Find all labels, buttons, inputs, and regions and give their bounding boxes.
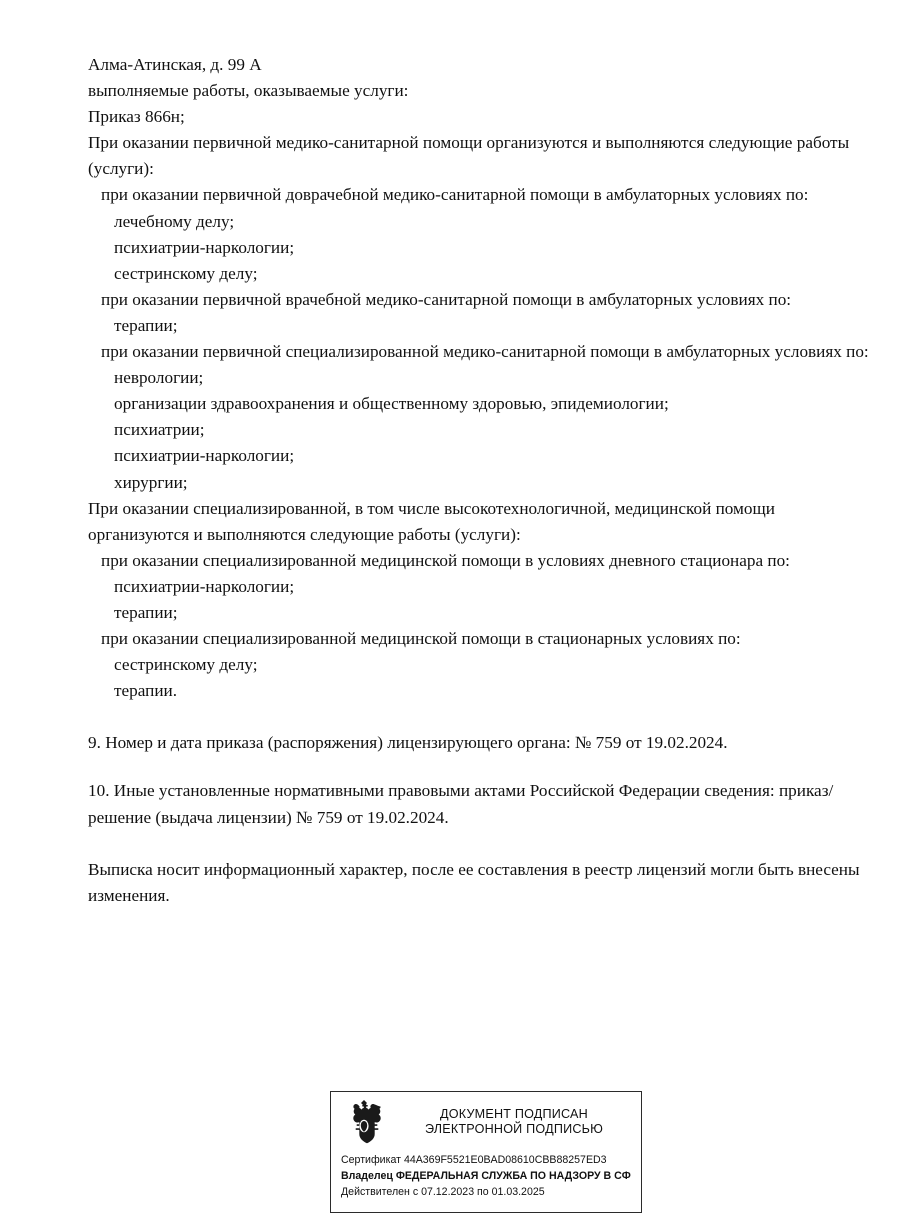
paragraph-note: Выписка носит информационный характер, после ее составления в реестр лицензий могли быть внесены изменения. xyxy=(88,859,860,905)
license-services-list xyxy=(88,52,872,704)
stamp-header xyxy=(331,1092,641,1148)
spacer xyxy=(88,831,872,857)
paragraph-10: 10. Иные установленные нормативными правовыми актами Российской Федерации сведения: приказ/решение (выдача лицензии) № 759 от 19.02.2024. xyxy=(88,781,834,827)
document-line: при оказании первичной специализированной медико-санитарной помощи в амбулаторных условиях по: xyxy=(101,342,869,362)
document-line: психиатрии-наркологии; xyxy=(114,576,295,596)
stamp-title-line-2: ЭЛЕКТРОННОЙ ПОДПИСЬЮ xyxy=(424,1122,604,1136)
spacer xyxy=(88,704,872,730)
document-line: терапии. xyxy=(114,681,178,701)
document-line: Алма-Атинская, д. 99 А xyxy=(88,55,262,74)
document-line: хирургии; xyxy=(114,472,188,492)
document-line: терапии; xyxy=(114,315,178,335)
document-line: лечебному делу; xyxy=(114,211,235,231)
document-line: выполняемые работы, оказываемые услуги: xyxy=(88,81,409,101)
document-line: при оказании специализированной медицинской помощи в стационарных условиях по: xyxy=(101,629,741,649)
stamp-certificate-label: Сертификат xyxy=(341,1154,404,1166)
stamp-validity-value: 07.12.2023 по 01.03.2025 xyxy=(421,1186,545,1198)
document-line: Приказ 866н; xyxy=(88,107,185,127)
paragraph-9: 9. Номер и дата приказа (распоряжения) лицензирующего органа: № 759 от 19.02.2024. xyxy=(88,733,728,753)
stamp-title-line-1: ДОКУМЕНТ ПОДПИСАН xyxy=(440,1106,588,1121)
document-line: сестринскому делу; xyxy=(114,655,258,675)
document-line: организации здравоохранения и общественному здоровью, эпидемиологии; xyxy=(114,394,669,414)
russian-coat-of-arms-icon xyxy=(341,1097,387,1147)
stamp-owner-label: Владелец xyxy=(341,1170,396,1182)
stamp-details xyxy=(331,1148,641,1200)
stamp-validity-label: Действителен с xyxy=(341,1186,422,1198)
spacer xyxy=(88,756,872,778)
document-line: сестринскому делу; xyxy=(114,263,258,283)
stamp-owner xyxy=(341,1168,641,1184)
document-body xyxy=(88,52,872,909)
document-line: при оказании первичной врачебной медико-санитарной помощи в амбулаторных условиях по: xyxy=(101,289,792,309)
electronic-signature-stamp xyxy=(330,1091,642,1213)
stamp-validity xyxy=(341,1184,641,1200)
document-line: психиатрии; xyxy=(114,420,205,440)
document-line: при оказании первичной доврачебной медико-санитарной помощи в амбулаторных условиях по: xyxy=(101,185,809,205)
stamp-title xyxy=(393,1107,635,1138)
stamp-owner-value: ФЕДЕРАЛЬНАЯ СЛУЖБА ПО НАДЗОРУ В СФ xyxy=(395,1170,631,1182)
document-line: При оказании первичной медико-санитарной помощи организуются и выполняются следующие работы (услуги): xyxy=(88,133,854,179)
document-line: при оказании специализированной медицинской помощи в условиях дневного стационара по: xyxy=(101,550,790,570)
stamp-certificate-value: 44A369F5521E0BAD08610CBB88257ED3 xyxy=(403,1154,607,1166)
document-line: психиатрии-наркологии; xyxy=(114,446,295,466)
stamp-certificate xyxy=(341,1152,641,1168)
document-line: терапии; xyxy=(114,602,178,622)
document-line: неврологии; xyxy=(114,368,204,388)
document-line: психиатрии-наркологии; xyxy=(114,237,295,257)
document-line: При оказании специализированной, в том числе высокотехнологичной, медицинской помощи организуются и выполняются следующие работы (услуги): xyxy=(88,498,780,544)
